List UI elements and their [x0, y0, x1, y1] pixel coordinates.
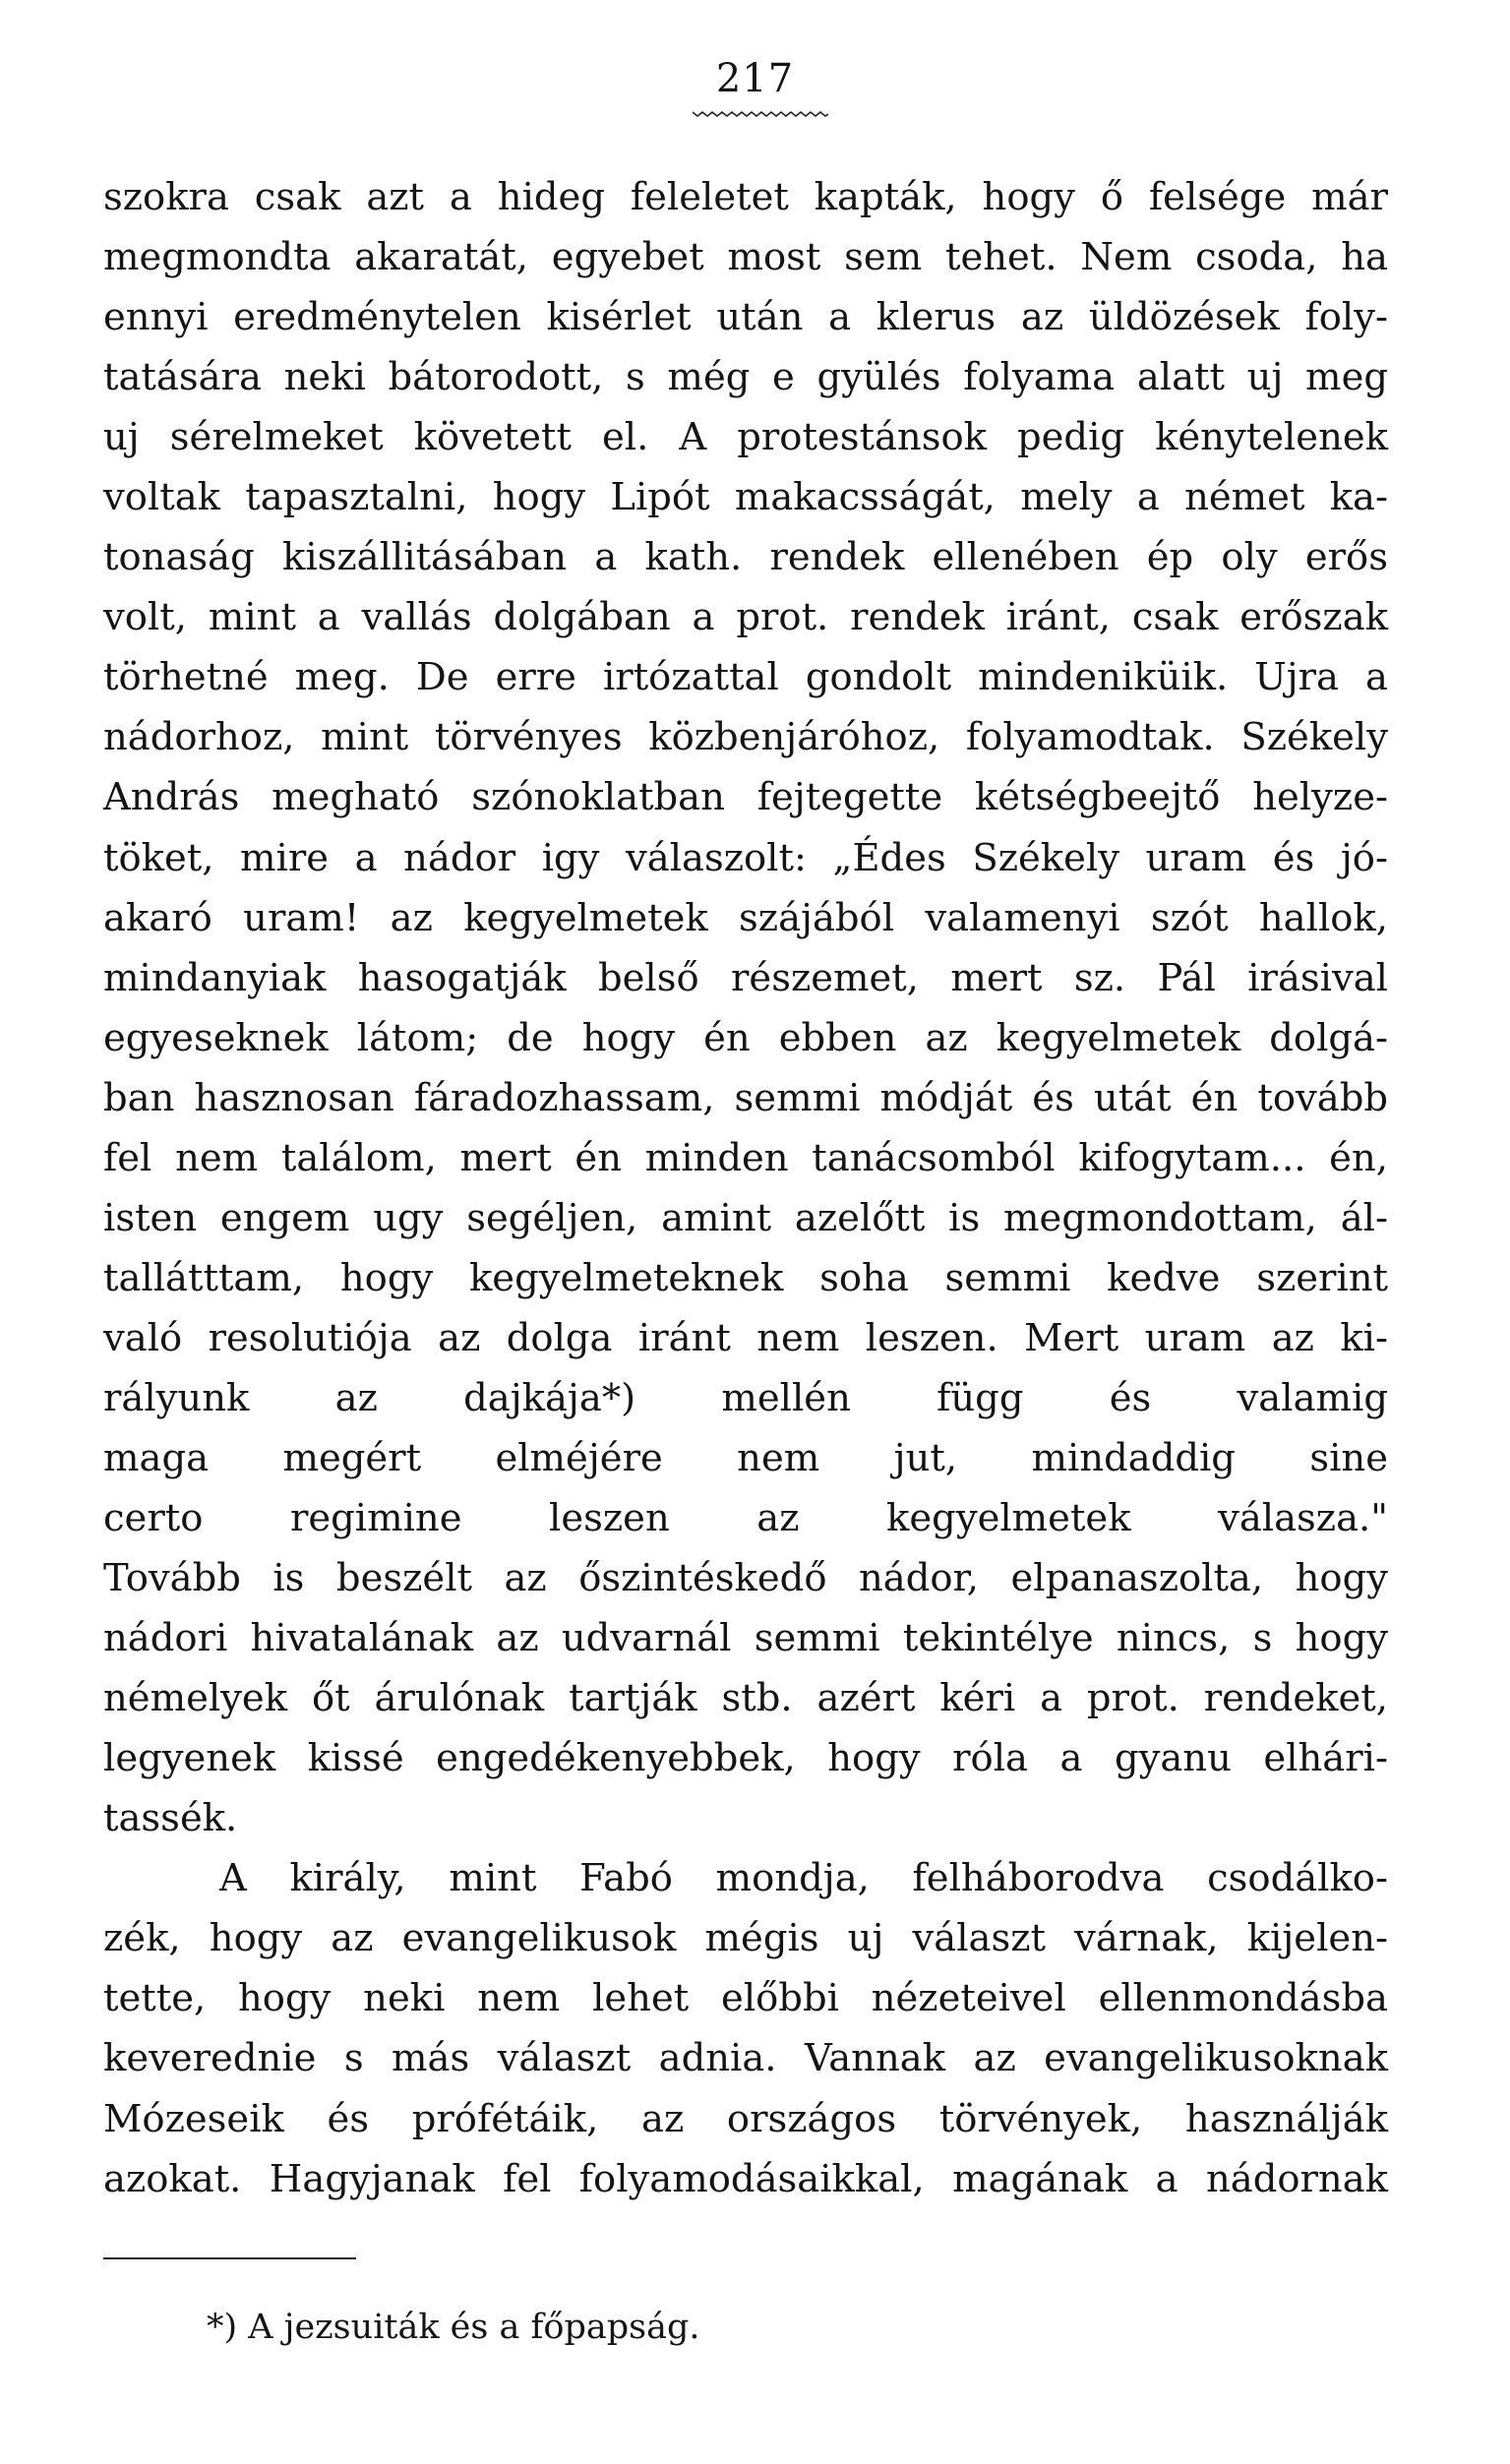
text-line: mindanyiak hasogatják belső részemet, mert sz. Pál irásival: [103, 955, 1388, 1000]
text-line: tallátttam, hogy kegyelmeteknek soha semmi kedve szerint: [103, 1255, 1388, 1300]
text-line: töket, mire a nádor igy válaszolt: „Édes Székely uram és jó-: [103, 835, 1388, 880]
footnote: *) A jezsuiták és a főpapság.: [207, 2308, 700, 2347]
text-line: azokat. Hagyjanak fel folyamodásaikkal, magának a nádornak: [103, 2156, 1388, 2201]
text-line: fel nem találom, mert én minden tanácsomból kifogytam... én,: [103, 1135, 1388, 1180]
body-text: [103, 167, 1388, 2209]
page-number: 217: [715, 56, 795, 101]
text-line: való resolutiója az dolga iránt nem leszen. Mert uram az ki-: [103, 1315, 1388, 1360]
text-line: volt, mint a vallás dolgában a prot. rendek iránt, csak erőszak: [103, 595, 1388, 640]
text-line: tonaság kiszállitásában a kath. rendek ellenében ép oly erős: [103, 535, 1388, 580]
text-line: ennyi eredménytelen kisérlet után a klerus az üldözések foly-: [103, 295, 1388, 340]
text-line: törhetné meg. De erre irtózattal gondolt mindeniküik. Ujra a: [103, 655, 1388, 700]
footnote-divider: [103, 2257, 356, 2259]
text-line: Mózeseik és prófétáik, az országos törvények, használják: [103, 2096, 1388, 2141]
text-line: ban hasznosan fáradozhassam, semmi módját és utát én tovább: [103, 1075, 1388, 1120]
text-line: zék, hogy az evangelikusok mégis uj választ várnak, kijelen-: [103, 1916, 1388, 1961]
text-line: egyeseknek látom; de hogy én ebben az kegyelmetek dolgá-: [103, 1015, 1388, 1060]
text-line: rályunk az dajkája*) mellén függ és valamig: [103, 1375, 1388, 1420]
text-line: isten engem ugy segéljen, amint azelőtt is megmondottam, ál-: [103, 1195, 1388, 1240]
text-line: tette, hogy neki nem lehet előbbi nézeteivel ellenmondásba: [103, 1976, 1388, 2021]
text-line: uj sérelmeket követett el. A protestánsok pedig kénytelenek: [103, 415, 1388, 460]
text-line: tatására neki bátorodott, s még e gyülés folyama alatt uj meg: [103, 355, 1388, 400]
text-line: szokra csak azt a hideg feleletet kapták, hogy ő felsége már: [103, 175, 1388, 219]
page-number-ornament: [693, 110, 828, 118]
text-line: megmondta akaratát, egyebet most sem tehet. Nem csoda, ha: [103, 235, 1388, 280]
text-line: A király, mint Fabó mondja, felháborodva csodálko-: [219, 1856, 1388, 1901]
text-line: legyenek kissé engedékenyebbek, hogy róla a gyanu elhári-: [103, 1736, 1388, 1781]
text-line: Tovább is beszélt az őszintéskedő nádor, elpanaszolta, hogy: [103, 1556, 1388, 1601]
text-line: nádorhoz, mint törvényes közbenjáróhoz, folyamodtak. Székely: [103, 715, 1388, 760]
text-line: akaró uram! az kegyelmetek szájából valamenyi szót hallok,: [103, 895, 1388, 940]
text-line: keverednie s más választ adnia. Vannak az evangelikusoknak: [103, 2036, 1388, 2081]
text-line: nádori hivatalának az udvarnál semmi tekintélye nincs, s hogy: [103, 1616, 1388, 1661]
text-line: némelyek őt árulónak tartják stb. azért kéri a prot. rendeket,: [103, 1676, 1388, 1721]
text-line: certo regimine leszen az kegyelmetek válasza.": [103, 1496, 1388, 1541]
text-line: tassék.: [103, 1796, 238, 1841]
text-line: voltak tapasztalni, hogy Lipót makacsságát, mely a német ka-: [103, 475, 1388, 520]
text-line: maga megért elméjére nem jut, mindaddig sine: [103, 1435, 1388, 1480]
text-line: András megható szónoklatban fejtegette kétségbeejtő helyze-: [103, 775, 1388, 820]
